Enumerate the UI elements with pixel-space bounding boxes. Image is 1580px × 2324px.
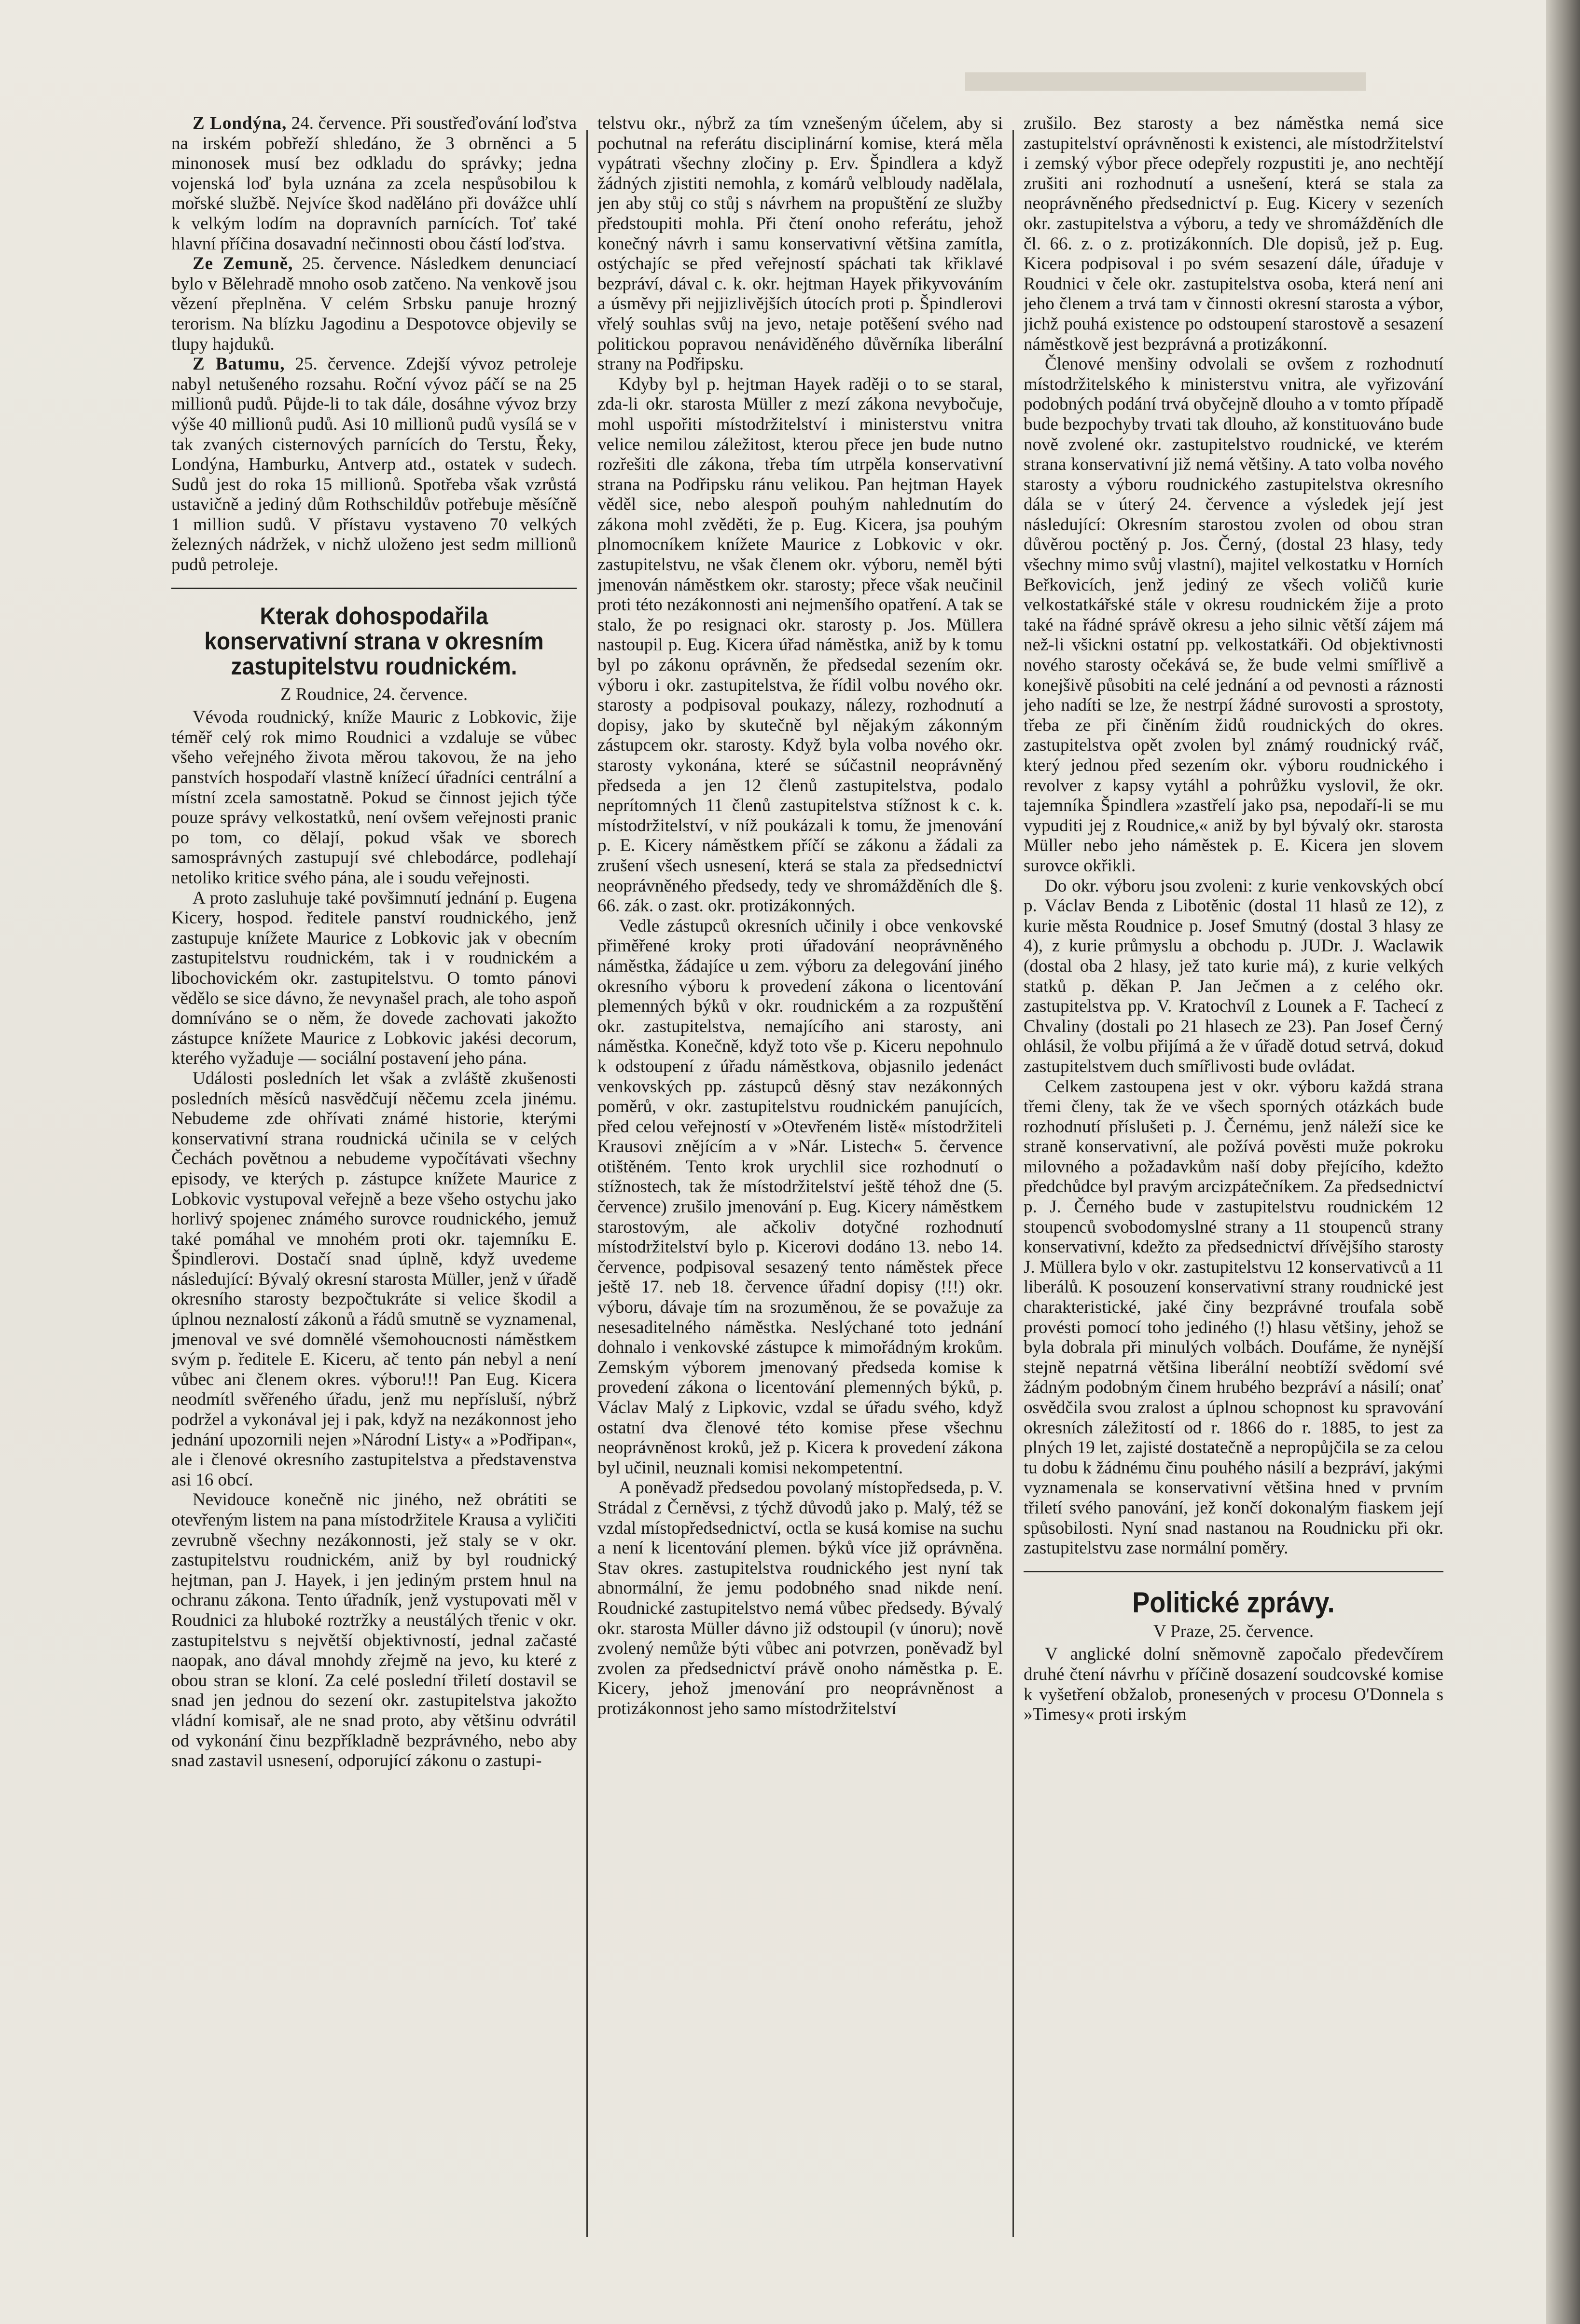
article-paragraph: zrušilo. Bez starosty a bez náměstka nemá sice zastupitelství oprávněnosti k existenci, ale místodržitelství i zemský výbor přece odepřely rozpustiti je, ano nechtějí zrušiti ani rozhodnutí a usnešení, která se stala za neoprávněného předsednictví p. Eug. Kicery v sezeních okr. zastupitelstva a výboru, a tedy ve shromážděních dle čl. 66. z. o z. protizákonních. Dle dopisů, jež p. Eug. Kicera podpisoval i po svém sesazení dále, úřaduje v Roudnici v čele okr. zastupitelstva osoba, která není ani jeho členem a trvá tam v činnosti okresní starosta a výbor, jichž pouhá existence po odstoupení starostově a sesazení náměstkově jest bezprávná a protizákonní. xyxy=(1024,113,1443,354)
column-2 xyxy=(597,113,1003,2247)
article-paragraph: Vedle zástupců okresních učinily i obce venkovské přiměřené kroky proti úřadování neoprávněného náměstka, žádajíce u zem. výboru za delegování jiného okresního výboru k provedení zákona o licentování plemenných býků v okr. roudnickém a za rozpuštění okr. zastupitelstva, nemajícího ani starosty, ani náměstka. Konečně, když toto vše p. Kiceru nepohnulo k odstoupení z úřadu náměstkova, objasnilo jedenáct venkovských pp. zástupců děsný stav nezákonných poměrů, v okr. zastupitelstvu roudnickém panujících, před celou veřejností v »Otevřeném listě« místodržiteli Krausovi znějícím a v »Nár. Listech« 5. července otištěném. Tento krok urychlil sice rozhodnutí o stížnostech, tak že místodržitelství ještě téhož dne (5. července) zrušilo jmenování p. Eug. Kicery náměstkem starostovým, ale ačkoliv dotyčné rozhodnutí místodržitelství bylo p. Kicerovi dodáno 13. nebo 14. července, podpisoval sesazený tento náměstek přece ještě 17. neb 18. července úřadní dopisy (!!!) okr. výboru, dávaje tím na srozuměnou, že se považuje za nesesaditelného náměstka. Neslýchané toto jednání dohnalo i venkovské zástupce k mimořádným krokům. Zemským výborem jmenovaný předseda komise k provedení zákona o licentování plemenných býků, p. Václav Malý z Lipkovic, vzdal se úřadu svého, když ostatní dva členové této komise přese všechnu neoprávněnost kroků, jež p. Kicera k provedení zákona byl učinil, neuznali komisi nekompetentní. xyxy=(597,916,1003,1478)
section-divider xyxy=(171,588,577,589)
section-divider xyxy=(1024,1571,1443,1572)
article-headline: Kterak dohospodařila konservativní strana v okresním zastupitelstvu roudnickém. xyxy=(204,602,544,680)
section-heading: Politické zprávy. xyxy=(1132,1586,1335,1619)
news-london xyxy=(171,113,577,254)
news-london-text: 24. července. Při soustřeďování loďstva na irském pobřeží shledáno, že 3 obrněnci a 5 minonosek musí bez odkladu do správky; jedna vojenská loď byla uznána za zcela nespůsobilou k mořské službě. Nejvíce škod naděláno při dovážce uhlí k velkým lodím na dopravních parnících. Toť také hlavní příčina dosavadní nečinnosti obou částí loďstva. xyxy=(171,113,577,254)
news-batum-lead: Z Batumu, xyxy=(193,354,285,374)
article-paragraph: Celkem zastoupena jest v okr. výboru každá strana třemi členy, tak že ve všech sporných otázkách bude rozhodnutí příslušeti p. J. Černému, jenž náleží sice ke straně konservativní, ale požívá pověsti muže pokroku milovného a požadavkům naší doby přejícího, kdežto předchůdce byl pravým arcizpátečníkem. Za předsednictví p. J. Černého bude v zastupitelstvu roudnickém 12 stoupenců svobodomyslné strany a 11 stoupenců strany konservativní, kdežto za předsednictví dřívějšího starosty J. Müllera bylo v okr. zastupitelstvu 12 konservativců a 11 liberálů. K posouzení konservativní strany roudnické jest charakteristické, jaké činy bezprávné troufala sobě provésti pomocí toho jediného (!) hlasu většiny, jehož se byla dobrala při minulých volbách. Doufáme, že nynější stejně nepatrná většina liberální neobtíží svědomí své žádným podobným činem hrubého bezpráví a násilí; onať osvědčila svou zralost a úplnou schopnost ku spravování okresních záležitostí od r. 1866 do r. 1885, to jest za plných 19 let, zajisté dostatečně a nepropůjčila se za celou tu dobu k žádnému činu pouhého násilí a bezpráví, jakými vyznamenala se konservativní většina hned v prvním třiletí svého panování, jež končí dokonalým fiaskem její spůsobilosti. Nyní snad nastanou na Roudnicku při okr. zastupitelstvu zase normální poměry. xyxy=(1024,1076,1443,1558)
section-dateline: V Praze, 25. července. xyxy=(1153,1621,1314,1641)
article-paragraph: Kdyby byl p. hejtman Hayek raději o to se staral, zda-li okr. starosta Müller z mezí zákona nevybočuje, mohl uspořiti místodržitelství i ministerstvu vnitra velice nemilou záležitost, kterou přece jen bude nutno rozřešiti dle zákona, třeba tím utrpěla konservativní strana na Podřipsku ránu velikou. Pan hejtman Hayek věděl sice, nebo alespoň pouhým nahlednutím do zákona mohl zvěděti, že p. Eug. Kicera, jsa pouhým plnomocníkem knížete Maurice z Lobkovic v okr. zastupitelstvu, ne však členem okr. výboru, neměl býti jmenován náměstkem okr. starosty; přece však neučinil proti této nezákonnosti ani nejmenšího opatření. A tak se stalo, že po resignaci okr. starosty p. Jos. Müllera nastoupil p. Eug. Kicera úřad náměstka, aniž by k tomu byl po zákonu oprávněn, že předsedal sezením okr. výboru i okr. zastupitelstva, že řídil volbu nového okr. starosty a podpisoval poukazy, nálezy, rozhodnutí a dopisy, jako by skutečně byl nějakým zákonným zástupcem okr. starosty. Když byla volba nového okr. starosty vykonána, které se súčastnil neoprávněný předseda a jen 12 členů zastupitelstva, podalo neprítomných 11 členů zastupitelstva stížnost k c. k. místodržitelství, v níž poukázali k tomu, že jmenování p. E. Kicery náměstkem příčí se zákonu a žádali za zrušení všech usnesení, která se stala za předsednictví neoprávněného předsedy, tedy ve shromážděních dle §. 66. zák. o zast. okr. protizákonných. xyxy=(597,374,1003,916)
article-paragraph: A poněvadž předsedou povolaný místopředseda, p. V. Strádal z Černěvsi, z týchž důvodů jako p. Malý, též se vzdal místopředsednictví, octla se kusá komise na suchu a není k licentování plemen. býků více již oprávněna. Stav okres. zastupitelstva roudnického jest nyní tak abnormální, že jemu podobného snad nikde není. Roudnické zastupitelstvo nemá vůbec předsedy. Bývalý okr. starosta Müller dávno již odstoupil (v únoru); nově zvolený nemůže býti vůbec ani potvrzen, poněvadž byl zvolen za předsednictví právě onoho náměstka p. E. Kicery, jehož jmenování pro neoprávněnost a protizákonnost jeho samo místodržitelství xyxy=(597,1478,1003,1719)
column-rule-left xyxy=(586,130,588,2237)
article-paragraph: telstvu okr., nýbrž za tím vznešeným účelem, aby si pochutnal na referátu disciplinární komise, která měla vypátrati všechny zločiny p. Erv. Špindlera a když žádných zjistiti nemohla, z komárů velbloudy nadělala, jen aby stůj co stůj s návrhem na propuštění ze služby předstoupiti mohla. Při čtení onoho referátu, jehož konečný návrh i samu konservativní většina zamítla, ostýchajíc se před veřejností spáchati tak křiklavé bezpráví, dával c. k. okr. hejtman Hayek přikyvováním a úsměvy při nejjizlivějších útocích proti p. Špindlerovi vřelý souhlas svůj na jevo, netaje potěšení svého nad politickou popravou nenáviděného důvěrníka liberální strany na Podřipsku. xyxy=(597,113,1003,374)
news-zemun-text: 25. července. Následkem denunciací bylo v Bělehradě mnoho osob zatčeno. Na venkově jsou vězení přeplněna. V celém Srbsku panuje hrozný terorism. Na blízku Jagodinu a Despotovce objevily se tlupy hajduků. xyxy=(171,254,577,354)
article-paragraph: Nevidouce konečně nic jiného, než obrátiti se otevřeným listem na pana místodržitele Krausa a vyličiti zevrubně všechny nezákonnosti, jež staly se v okr. zastupitelstvu roudnickém, aniž by byl roudnický hejtman, pan J. Hayek, i jen jediným prstem hnul na ochranu zákona. Tento úřadník, jenž vystupovati měl v Roudnici za hluboké roztržky a neustálých třenic v okr. zastupitelstvu s největší objektivností, jednal začasté naopak, ano dával mnohdy zřejmě na jevo, ku které z obou stran se kloní. Za celé poslední třiletí dostavil se snad jen jednou do sezení okr. zastupitelstva jakožto vládní komisař, ale ne snad proto, aby většinu odvrátil od vykonání činu bezpříkladně bezprávného, nebo aby snad zastavil usnesení, odporující zákonu o zastupi- xyxy=(171,1490,577,1771)
news-batum xyxy=(171,354,577,575)
article-paragraph: Vévoda roudnický, kníže Mauric z Lobkovic, žije téměř celý rok mimo Roudnici a vzdaluje se vůbec všeho veřejného života měrou takovou, že na jeho panstvích hospodaří vlastně knížecí úřadníci centrální a místní zcela samostatně. Pokud se činnost jejich týče pouze správy velkostatků, není ovšem veřejnosti pranic po tom, co dělají, pokud však ve sborech samosprávných zastupují své chlebodárce, podlehají netoliko kritice svého pána, ale i soudu veřejnosti. xyxy=(171,707,577,888)
page-edge xyxy=(1546,0,1580,2324)
article-paragraph: A proto zasluhuje také povšimnutí jednání p. Eugena Kicery, hospod. ředitele panství roudnického, jenž zastupuje knížete Maurice z Lobkovic jak v obecním zastupitelstvu roudnickém, tak i v roudnickém a libochovickém okr. zastupitelstvu. O tomto pánovi vědělo se sice dávno, že nevynašel prach, ale toho aspoň domníváno se o něm, že dovede zachovati jakožto zástupce knížete Maurice z Lobkovic jakési decorum, kterého vyžaduje — sociální postavení jeho pána. xyxy=(171,888,577,1069)
news-london-lead: Z Londýna, xyxy=(193,113,287,133)
column-3 xyxy=(1024,113,1443,2247)
scan-mark xyxy=(965,72,1366,91)
article-paragraph: Události posledních let však a zvláště zkušenosti posledních měsíců nasvědčují něčemu zcela jinému. Nebudeme zde ohřívati známé historie, kterými konservativní strana roudnická učinila se v celých Čechách povětnou a nebudeme vypočítávati všechny episody, ve kterých p. zástupce knížete Maurice z Lobkovic vystupoval veřejně a beze všeho ostychu jako horlivý spojenec známého surovce roudnického, jemuž také pomáhal ve mnohém proti okr. tajemníku E. Špindlerovi. Dostačí snad úplně, když uvedeme následující: Bývalý okresní starosta Müller, jenž v úřadě okresního starosty bezpočtukráte si velice škodil a úplnou neznalostí zákonů a řádů smutně se vyznamenal, jmenoval ve své domnělé všemohoucnosti náměstkem svým p. ředitele E. Kiceru, ač tento pán nebyl a není vůbec ani členem okres. výboru!!! Pan Eug. Kicera neodmítl svěřeného úřadu, jenž mu nepřísluší, nýbrž podržel a vykonával jej i pak, když na nezákonnost jeho jednání upozornili nejen »Národní Listy« a »Podřipan«, ale i členové okresního zastupitelstva a představenstva asi 16 obcí. xyxy=(171,1068,577,1490)
article-paragraph: V anglické dolní sněmovně započalo předevčírem druhé čtení návrhu v příčině dosazení soudcovské komise k vyšetření obžalob, pronesených v procesu O'Donnela s »Timesy« proti irským xyxy=(1024,1644,1443,1725)
news-zemun xyxy=(171,254,577,354)
column-1 xyxy=(171,113,577,2247)
article-paragraph: Členové menšiny odvolali se ovšem z rozhodnutí místodržitelského k ministerstvu vnitra, ale vyřizování podobných podání trvá obyčejně dlouho a v tomto případě bude bezpochyby trvati tak dlouho, až konstituováno bude nově zvolené okr. zastupitelstvo roudnické, ve kterém strana konservativní již nemá většiny. A tato volba nového starosty a výboru roudnického zastupitelstva okresního dála se v úterý 24. července a výsledek její jest následující: Okresním starostou zvolen od obou stran důvěrou poctěný p. Jos. Černý, (dostal 23 hlasy, tedy všechny mimo svůj vlastní), majitel velkostatku v Horních Beřkovicích, jenž jediný ze všech voličů kurie velkostatkářské stále v okresu roudnickém žije a proto také na řádné správě okresu a jeho silnic větší zájem má než-li všickni ostatní pp. velkostatkáři. Od objektivnosti nového starosty očekává se, že bude velmi smířlivě a konejšivě působiti na celé jednání a od pevnosti a ráznosti jeho nadíti se lze, že nestrpí žádné surovosti a sprostoty, třeba ze při činěním židů roudnických do okres. zastupitelstva opět zvolen byl známý roudnický rváč, který jednou před sezením okr. výboru roudnického i revolver z kapsy vytáhl a pohrůžku vyslovil, že okr. tajemníka Špindlera »zastřelí jako psa, nepodaří-li se mu vypuditi jej z Roudnice,« aniž by byl bývalý okr. starosta Müller nebo jeho náměstek p. E. Kicera jen slovem surovce okřikli. xyxy=(1024,354,1443,876)
column-rule-right xyxy=(1012,130,1014,2237)
news-batum-text: 25. července. Zdejší vývoz petroleje nabyl netušeného rozsahu. Roční vývoz páčí se na 25 millionů pudů. Půjde-li to tak dále, dosáhne vývoz brzy výše 40 millionů pudů. Asi 10 millionů pudů vysílá se v tak zvaných cisternových parnících do Terstu, Řeky, Londýna, Hamburku, Antverp atd., ostatek v sudech. Sudů jest do roka 15 millionů. Spotřeba však vzrůstá ustavičně a jediný dům Rothschildův potřebuje měsíčně 1 million sudů. V přístavu vystaveno 70 velkých železných nádržek, v nichž uloženo jest sedm millionů pudů petroleje. xyxy=(171,354,577,575)
news-zemun-lead: Ze Zemuně, xyxy=(193,254,293,274)
article-dateline: Z Roudnice, 24. července. xyxy=(280,684,468,704)
article-paragraph: Do okr. výboru jsou zvoleni: z kurie venkovských obcí p. Václav Benda z Libotěnic (dostal 11 hlasů ze 12), z kurie města Roudnice p. Josef Smutný (dostal 3 hlasy ze 4), z kurie průmyslu a obchodu p. JUDr. J. Waclawik (dostal oba 2 hlasy, jež tato kurie má), z kurie velkých statků p. děkan P. Jan Ječmen a z celého okr. zastupitelstva pp. V. Kratochvíl z Lounek a F. Tachecí z Chvaliny (dostali po 21 hlasech ze 23). Pan Josef Černý ohlásil, že volbu přijímá a že v úřadě dotud setrvá, dokud zastupitelstvem duch smířlivosti bude ovládat. xyxy=(1024,876,1443,1076)
